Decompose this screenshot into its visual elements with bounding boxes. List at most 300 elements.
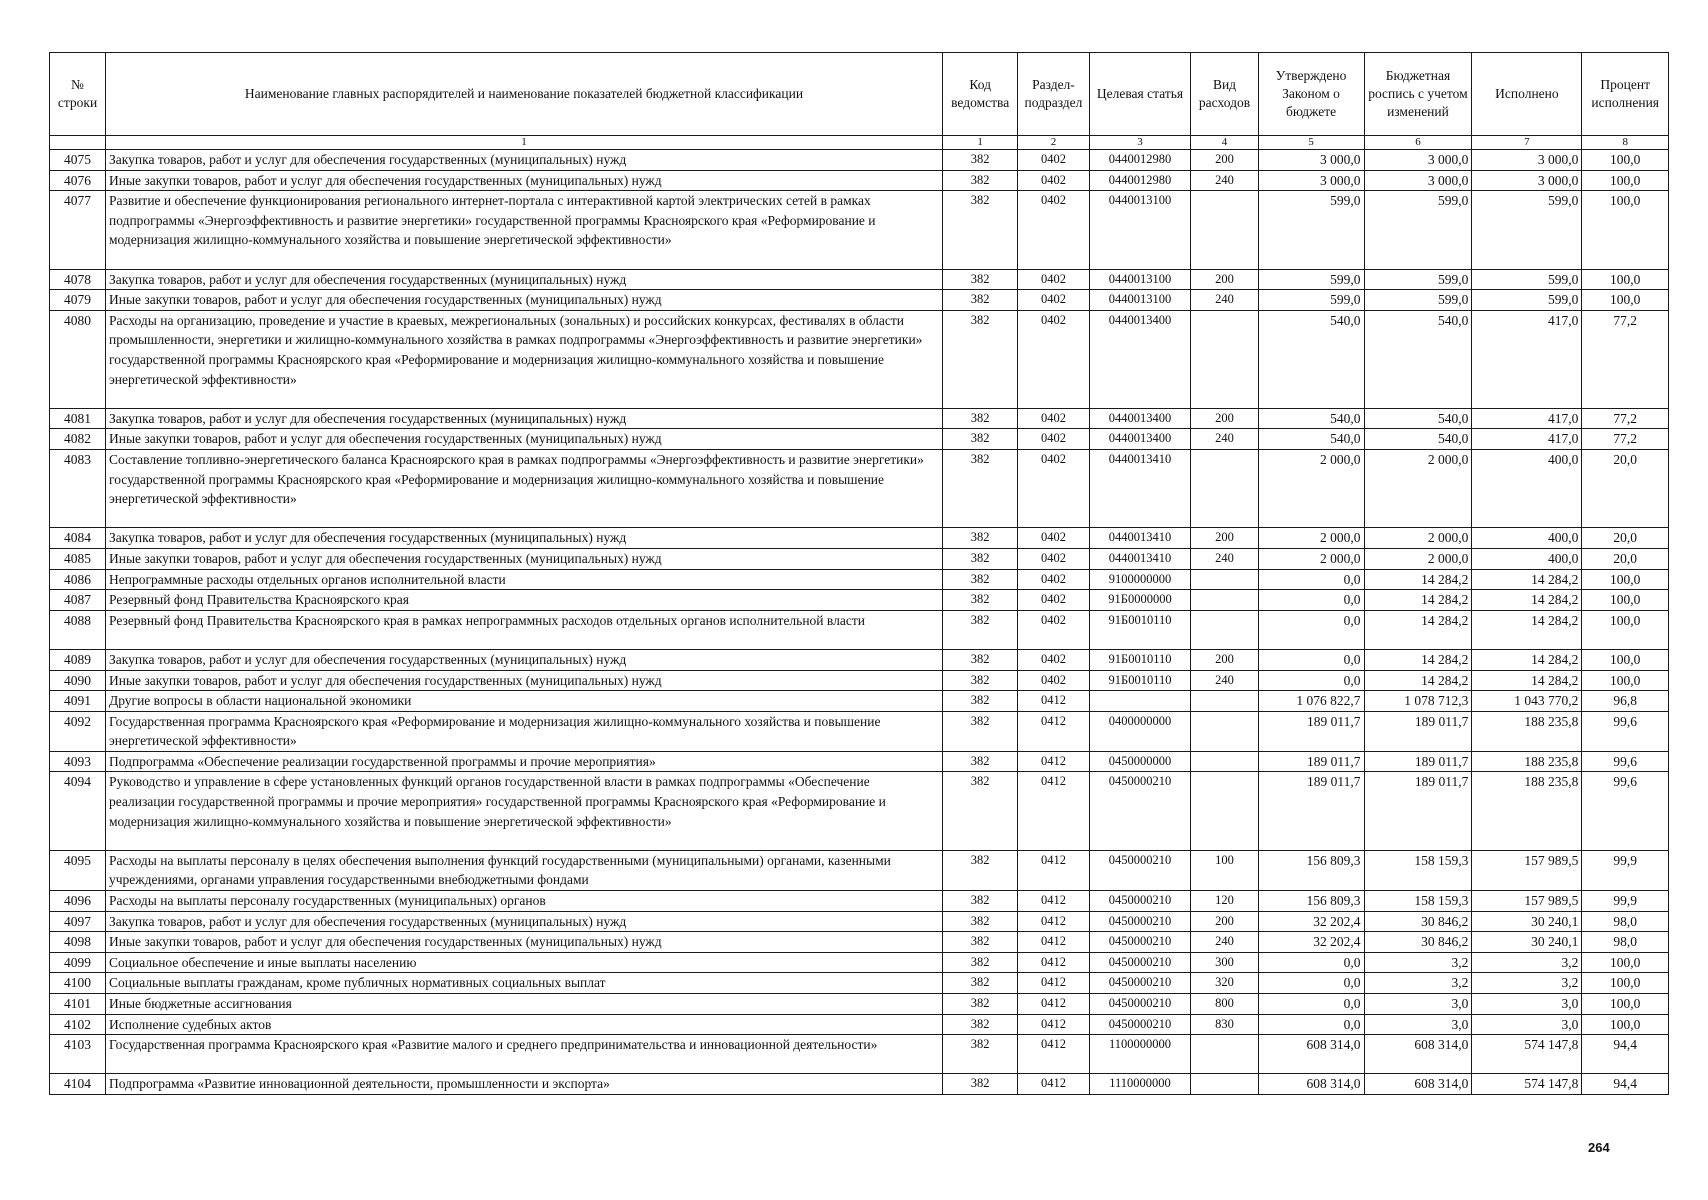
header-executed: Исполнено: [1472, 53, 1582, 136]
row-executed: 417,0: [1472, 310, 1582, 408]
row-executed: 3,0: [1472, 1014, 1582, 1035]
row-target: 0440013410: [1089, 528, 1191, 549]
row-number: 4097: [50, 911, 106, 932]
row-number: 4103: [50, 1035, 106, 1074]
row-approved: 608 314,0: [1258, 1074, 1364, 1095]
row-budget-list: 599,0: [1364, 269, 1472, 290]
row-number: 4095: [50, 850, 106, 890]
row-executed: 14 284,2: [1472, 649, 1582, 670]
row-percent: 100,0: [1582, 590, 1669, 611]
row-budget-list: 1 078 712,3: [1364, 691, 1472, 712]
row-expense-type: 200: [1191, 528, 1258, 549]
row-expense-type: [1191, 691, 1258, 712]
row-target: 91Б0010110: [1089, 670, 1191, 691]
row-executed: 3 000,0: [1472, 170, 1582, 191]
row-expense-type: [1191, 310, 1258, 408]
row-expense-type: 200: [1191, 911, 1258, 932]
row-executed: 400,0: [1472, 528, 1582, 549]
table-row: [50, 1074, 1669, 1095]
table-row: [50, 1035, 1669, 1074]
row-number: 4077: [50, 191, 106, 269]
row-number: 4083: [50, 449, 106, 527]
row-target: 91Б0000000: [1089, 590, 1191, 611]
row-percent: 99,6: [1582, 711, 1669, 751]
row-target: 0450000210: [1089, 932, 1191, 953]
row-name: Иные закупки товаров, работ и услуг для обеспечения государственных (муниципальных) нужд: [106, 290, 943, 311]
row-approved: 0,0: [1258, 590, 1364, 611]
row-dept-code: 382: [942, 850, 1017, 890]
row-section: 0412: [1018, 711, 1089, 751]
row-target: 0450000210: [1089, 973, 1191, 994]
row-section: 0402: [1018, 310, 1089, 408]
table-row: [50, 973, 1669, 994]
row-expense-type: 800: [1191, 994, 1258, 1015]
row-number: 4078: [50, 269, 106, 290]
row-target: 0440012980: [1089, 150, 1191, 171]
row-percent: 94,4: [1582, 1074, 1669, 1095]
row-dept-code: 382: [942, 310, 1017, 408]
row-target: 0440013100: [1089, 269, 1191, 290]
row-budget-list: 189 011,7: [1364, 711, 1472, 751]
row-number: 4080: [50, 310, 106, 408]
budget-table: [49, 52, 1669, 1095]
col-number: 2: [1018, 136, 1089, 150]
row-budget-list: 2 000,0: [1364, 548, 1472, 569]
header-approved: Утверждено Законом о бюджете: [1258, 53, 1364, 136]
row-section: 0402: [1018, 670, 1089, 691]
row-percent: 100,0: [1582, 290, 1669, 311]
row-percent: 77,2: [1582, 310, 1669, 408]
row-approved: 540,0: [1258, 408, 1364, 429]
row-approved: 0,0: [1258, 952, 1364, 973]
table-row: [50, 891, 1669, 912]
row-section: 0402: [1018, 408, 1089, 429]
table-row: [50, 751, 1669, 772]
row-expense-type: 300: [1191, 952, 1258, 973]
row-approved: 32 202,4: [1258, 932, 1364, 953]
row-number: 4086: [50, 569, 106, 590]
row-number: 4076: [50, 170, 106, 191]
row-budget-list: 3,0: [1364, 1014, 1472, 1035]
row-percent: 94,4: [1582, 1035, 1669, 1074]
table-row: [50, 711, 1669, 751]
row-approved: 3 000,0: [1258, 150, 1364, 171]
row-number: 4084: [50, 528, 106, 549]
row-budget-list: 158 159,3: [1364, 891, 1472, 912]
row-target: 0450000210: [1089, 1014, 1191, 1035]
table-header: [50, 53, 1669, 150]
row-target: 0450000210: [1089, 994, 1191, 1015]
row-dept-code: 382: [942, 170, 1017, 191]
row-budget-list: 2 000,0: [1364, 449, 1472, 527]
row-expense-type: [1191, 1074, 1258, 1095]
row-expense-type: [1191, 1035, 1258, 1074]
row-budget-list: 2 000,0: [1364, 528, 1472, 549]
row-target: 0450000210: [1089, 891, 1191, 912]
row-approved: 0,0: [1258, 973, 1364, 994]
row-percent: 100,0: [1582, 952, 1669, 973]
row-expense-type: 200: [1191, 150, 1258, 171]
row-name: Расходы на организацию, проведение и участие в краевых, межрегиональных (зональных) и российских конкурсах, фестивалях в области промышленности, энергетики и жилищно-коммунального хозяйства в рамках подпрограммы «Энергоэффективность и развитие энергетики» государственной программы Красноярского края «Реформирование и модернизация жилищно-коммунального хозяйства и повышение энергетической эффективности»: [106, 310, 943, 408]
table-row: [50, 670, 1669, 691]
row-dept-code: 382: [942, 994, 1017, 1015]
row-section: 0402: [1018, 610, 1089, 649]
row-number: 4100: [50, 973, 106, 994]
table-row: [50, 772, 1669, 850]
row-target: 0440012980: [1089, 170, 1191, 191]
table-row: [50, 548, 1669, 569]
row-expense-type: 240: [1191, 670, 1258, 691]
row-target: 9100000000: [1089, 569, 1191, 590]
row-number: 4090: [50, 670, 106, 691]
row-section: 0402: [1018, 548, 1089, 569]
row-expense-type: 320: [1191, 973, 1258, 994]
row-target: 0440013400: [1089, 429, 1191, 450]
row-budget-list: 608 314,0: [1364, 1035, 1472, 1074]
row-target: 1110000000: [1089, 1074, 1191, 1095]
row-budget-list: 3 000,0: [1364, 170, 1472, 191]
row-budget-list: 3 000,0: [1364, 150, 1472, 171]
table-row: [50, 1014, 1669, 1035]
row-section: 0402: [1018, 590, 1089, 611]
row-percent: 100,0: [1582, 150, 1669, 171]
row-number: 4096: [50, 891, 106, 912]
row-section: 0402: [1018, 449, 1089, 527]
row-executed: 599,0: [1472, 269, 1582, 290]
row-budget-list: 14 284,2: [1364, 569, 1472, 590]
row-section: 0402: [1018, 170, 1089, 191]
row-dept-code: 382: [942, 649, 1017, 670]
row-dept-code: 382: [942, 429, 1017, 450]
header-target: Целевая статья: [1089, 53, 1191, 136]
row-number: 4082: [50, 429, 106, 450]
row-expense-type: [1191, 569, 1258, 590]
row-percent: 77,2: [1582, 429, 1669, 450]
row-approved: 599,0: [1258, 191, 1364, 269]
row-name: Иные закупки товаров, работ и услуг для обеспечения государственных (муниципальных) нужд: [106, 429, 943, 450]
row-budget-list: 3,2: [1364, 952, 1472, 973]
row-executed: 599,0: [1472, 191, 1582, 269]
row-approved: 189 011,7: [1258, 751, 1364, 772]
row-budget-list: 540,0: [1364, 310, 1472, 408]
col-number: 1: [942, 136, 1017, 150]
row-expense-type: [1191, 751, 1258, 772]
row-expense-type: 240: [1191, 290, 1258, 311]
row-section: 0412: [1018, 952, 1089, 973]
row-name: Другие вопросы в области национальной экономики: [106, 691, 943, 712]
row-executed: 3,0: [1472, 994, 1582, 1015]
header-dept-code: Код ведомства: [942, 53, 1017, 136]
row-name: Государственная программа Красноярского края «Развитие малого и среднего предпринимательства и инновационной деятельности»: [106, 1035, 943, 1074]
row-approved: 2 000,0: [1258, 528, 1364, 549]
row-expense-type: [1191, 449, 1258, 527]
row-approved: 0,0: [1258, 1014, 1364, 1035]
table-row: [50, 932, 1669, 953]
row-approved: 189 011,7: [1258, 711, 1364, 751]
row-name: Составление топливно-энергетического баланса Красноярского края в рамках подпрограммы «Энергоэффективность и развитие энергетики» государственной программы Красноярского края «Реформирование и модернизация жилищно-коммунального хозяйства и повышение энергетической эффективности»: [106, 449, 943, 527]
row-dept-code: 382: [942, 290, 1017, 311]
row-executed: 188 235,8: [1472, 751, 1582, 772]
row-budget-list: 14 284,2: [1364, 649, 1472, 670]
row-budget-list: 540,0: [1364, 408, 1472, 429]
row-name: Иные закупки товаров, работ и услуг для обеспечения государственных (муниципальных) нужд: [106, 932, 943, 953]
row-expense-type: [1191, 590, 1258, 611]
row-target: 0450000000: [1089, 751, 1191, 772]
row-percent: 100,0: [1582, 649, 1669, 670]
row-name: Подпрограмма «Развитие инновационной деятельности, промышленности и экспорта»: [106, 1074, 943, 1095]
row-expense-type: 240: [1191, 170, 1258, 191]
table-row: [50, 269, 1669, 290]
col-number: [50, 136, 106, 150]
table-row: [50, 649, 1669, 670]
row-section: 0412: [1018, 850, 1089, 890]
row-budget-list: 599,0: [1364, 191, 1472, 269]
row-target: 0450000210: [1089, 850, 1191, 890]
row-executed: 3,2: [1472, 973, 1582, 994]
row-expense-type: 120: [1191, 891, 1258, 912]
row-number: 4101: [50, 994, 106, 1015]
row-target: 0440013410: [1089, 449, 1191, 527]
row-dept-code: 382: [942, 1035, 1017, 1074]
table-row: [50, 952, 1669, 973]
table-row: [50, 691, 1669, 712]
row-dept-code: 382: [942, 932, 1017, 953]
col-number: 5: [1258, 136, 1364, 150]
row-dept-code: 382: [942, 772, 1017, 850]
row-dept-code: 382: [942, 569, 1017, 590]
row-target: [1089, 691, 1191, 712]
row-percent: 100,0: [1582, 1014, 1669, 1035]
row-number: 4079: [50, 290, 106, 311]
row-budget-list: 14 284,2: [1364, 610, 1472, 649]
row-approved: 0,0: [1258, 649, 1364, 670]
row-dept-code: 382: [942, 150, 1017, 171]
row-budget-list: 14 284,2: [1364, 590, 1472, 611]
row-number: 4075: [50, 150, 106, 171]
row-executed: 14 284,2: [1472, 670, 1582, 691]
row-percent: 100,0: [1582, 191, 1669, 269]
header-percent: Процент исполнения: [1582, 53, 1669, 136]
row-percent: 98,0: [1582, 932, 1669, 953]
col-number: 4: [1191, 136, 1258, 150]
row-percent: 20,0: [1582, 449, 1669, 527]
row-executed: 400,0: [1472, 548, 1582, 569]
row-dept-code: 382: [942, 952, 1017, 973]
row-target: 91Б0010110: [1089, 649, 1191, 670]
row-target: 0440013100: [1089, 191, 1191, 269]
row-approved: 156 809,3: [1258, 891, 1364, 912]
row-approved: 608 314,0: [1258, 1035, 1364, 1074]
row-expense-type: 100: [1191, 850, 1258, 890]
row-name: Резервный фонд Правительства Красноярского края: [106, 590, 943, 611]
row-section: 0412: [1018, 772, 1089, 850]
table-row: [50, 590, 1669, 611]
col-number: 7: [1472, 136, 1582, 150]
row-target: 0440013400: [1089, 310, 1191, 408]
row-target: 0440013100: [1089, 290, 1191, 311]
row-expense-type: [1191, 191, 1258, 269]
row-expense-type: [1191, 610, 1258, 649]
col-number: 1: [106, 136, 943, 150]
row-name: Руководство и управление в сфере установленных функций органов государственной власти в рамках подпрограммы «Обеспечение реализации государственной программы и прочие мероприятия» государственной программы Красноярского края «Реформирование и модернизация жилищно-коммунального хозяйства и повышение энергетической эффективности»: [106, 772, 943, 850]
header-row-no: № строки: [50, 53, 106, 136]
row-section: 0402: [1018, 569, 1089, 590]
row-section: 0402: [1018, 649, 1089, 670]
row-expense-type: [1191, 772, 1258, 850]
row-number: 4089: [50, 649, 106, 670]
row-section: 0402: [1018, 269, 1089, 290]
row-target: 1100000000: [1089, 1035, 1191, 1074]
row-dept-code: 382: [942, 590, 1017, 611]
row-section: 0402: [1018, 290, 1089, 311]
row-name: Закупка товаров, работ и услуг для обеспечения государственных (муниципальных) нужд: [106, 528, 943, 549]
row-dept-code: 382: [942, 670, 1017, 691]
row-percent: 100,0: [1582, 569, 1669, 590]
row-dept-code: 382: [942, 269, 1017, 290]
row-section: 0412: [1018, 932, 1089, 953]
row-target: 91Б0010110: [1089, 610, 1191, 649]
row-expense-type: 240: [1191, 548, 1258, 569]
row-approved: 2 000,0: [1258, 449, 1364, 527]
row-executed: 188 235,8: [1472, 772, 1582, 850]
header-row: [50, 53, 1669, 136]
row-name: Социальное обеспечение и иные выплаты населению: [106, 952, 943, 973]
table-row: [50, 449, 1669, 527]
row-executed: 14 284,2: [1472, 610, 1582, 649]
row-dept-code: 382: [942, 973, 1017, 994]
row-budget-list: 14 284,2: [1364, 670, 1472, 691]
row-section: 0412: [1018, 891, 1089, 912]
row-approved: 540,0: [1258, 310, 1364, 408]
row-number: 4093: [50, 751, 106, 772]
row-name: Закупка товаров, работ и услуг для обеспечения государственных (муниципальных) нужд: [106, 408, 943, 429]
col-number: 6: [1364, 136, 1472, 150]
row-budget-list: 599,0: [1364, 290, 1472, 311]
row-percent: 100,0: [1582, 670, 1669, 691]
row-percent: 100,0: [1582, 973, 1669, 994]
row-expense-type: 200: [1191, 649, 1258, 670]
row-expense-type: 830: [1191, 1014, 1258, 1035]
row-percent: 77,2: [1582, 408, 1669, 429]
row-expense-type: [1191, 711, 1258, 751]
table-row: [50, 528, 1669, 549]
row-approved: 3 000,0: [1258, 170, 1364, 191]
row-name: Государственная программа Красноярского края «Реформирование и модернизация жилищно-коммунального хозяйства и повышение энергетической эффективности»: [106, 711, 943, 751]
row-dept-code: 382: [942, 610, 1017, 649]
row-target: 0400000000: [1089, 711, 1191, 751]
row-executed: 3 000,0: [1472, 150, 1582, 171]
table-row: [50, 994, 1669, 1015]
budget-execution-table-sheet: [49, 52, 1669, 1095]
row-budget-list: 189 011,7: [1364, 751, 1472, 772]
row-approved: 1 076 822,7: [1258, 691, 1364, 712]
row-number: 4102: [50, 1014, 106, 1035]
row-number: 4099: [50, 952, 106, 973]
col-number: 8: [1582, 136, 1669, 150]
row-name: Подпрограмма «Обеспечение реализации государственной программы и прочие мероприятия»: [106, 751, 943, 772]
row-name: Закупка товаров, работ и услуг для обеспечения государственных (муниципальных) нужд: [106, 150, 943, 171]
row-name: Исполнение судебных актов: [106, 1014, 943, 1035]
row-approved: 0,0: [1258, 569, 1364, 590]
table-row: [50, 150, 1669, 171]
row-number: 4092: [50, 711, 106, 751]
row-executed: 14 284,2: [1472, 590, 1582, 611]
row-section: 0412: [1018, 1035, 1089, 1074]
page-number: 264: [1588, 1140, 1610, 1155]
row-executed: 157 989,5: [1472, 891, 1582, 912]
table-row: [50, 191, 1669, 269]
row-number: 4094: [50, 772, 106, 850]
header-name: Наименование главных распорядителей и наименование показателей бюджетной классификации: [106, 53, 943, 136]
row-dept-code: 382: [942, 1014, 1017, 1035]
row-target: 0450000210: [1089, 952, 1191, 973]
row-executed: 417,0: [1472, 429, 1582, 450]
row-dept-code: 382: [942, 1074, 1017, 1095]
row-number: 4098: [50, 932, 106, 953]
row-approved: 189 011,7: [1258, 772, 1364, 850]
row-number: 4104: [50, 1074, 106, 1095]
row-dept-code: 382: [942, 691, 1017, 712]
row-executed: 417,0: [1472, 408, 1582, 429]
row-name: Закупка товаров, работ и услуг для обеспечения государственных (муниципальных) нужд: [106, 649, 943, 670]
row-dept-code: 382: [942, 408, 1017, 429]
table-body: [50, 150, 1669, 1095]
row-target: 0450000210: [1089, 911, 1191, 932]
row-executed: 30 240,1: [1472, 932, 1582, 953]
row-budget-list: 30 846,2: [1364, 911, 1472, 932]
row-executed: 599,0: [1472, 290, 1582, 311]
row-approved: 599,0: [1258, 290, 1364, 311]
table-row: [50, 310, 1669, 408]
row-budget-list: 3,0: [1364, 994, 1472, 1015]
row-percent: 98,0: [1582, 911, 1669, 932]
col-number: 3: [1089, 136, 1191, 150]
row-executed: 1 043 770,2: [1472, 691, 1582, 712]
row-approved: 0,0: [1258, 670, 1364, 691]
row-dept-code: 382: [942, 911, 1017, 932]
row-number: 4088: [50, 610, 106, 649]
row-expense-type: 200: [1191, 408, 1258, 429]
row-approved: 2 000,0: [1258, 548, 1364, 569]
table-row: [50, 610, 1669, 649]
row-percent: 100,0: [1582, 994, 1669, 1015]
row-expense-type: 240: [1191, 932, 1258, 953]
row-expense-type: 200: [1191, 269, 1258, 290]
row-section: 0412: [1018, 1074, 1089, 1095]
row-percent: 100,0: [1582, 269, 1669, 290]
row-target: 0440013400: [1089, 408, 1191, 429]
table-row: [50, 911, 1669, 932]
row-dept-code: 382: [942, 449, 1017, 527]
table-row: [50, 170, 1669, 191]
row-section: 0402: [1018, 528, 1089, 549]
row-approved: 32 202,4: [1258, 911, 1364, 932]
row-approved: 599,0: [1258, 269, 1364, 290]
row-dept-code: 382: [942, 711, 1017, 751]
row-dept-code: 382: [942, 891, 1017, 912]
row-approved: 0,0: [1258, 994, 1364, 1015]
table-row: [50, 850, 1669, 890]
row-name: Иные закупки товаров, работ и услуг для обеспечения государственных (муниципальных) нужд: [106, 670, 943, 691]
header-budget-list: Бюджетная роспись с учетом изменений: [1364, 53, 1472, 136]
row-approved: 540,0: [1258, 429, 1364, 450]
header-expense-type: Вид расходов: [1191, 53, 1258, 136]
column-number-row: [50, 136, 1669, 150]
table-row: [50, 290, 1669, 311]
row-section: 0412: [1018, 1014, 1089, 1035]
row-section: 0412: [1018, 691, 1089, 712]
row-executed: 30 240,1: [1472, 911, 1582, 932]
